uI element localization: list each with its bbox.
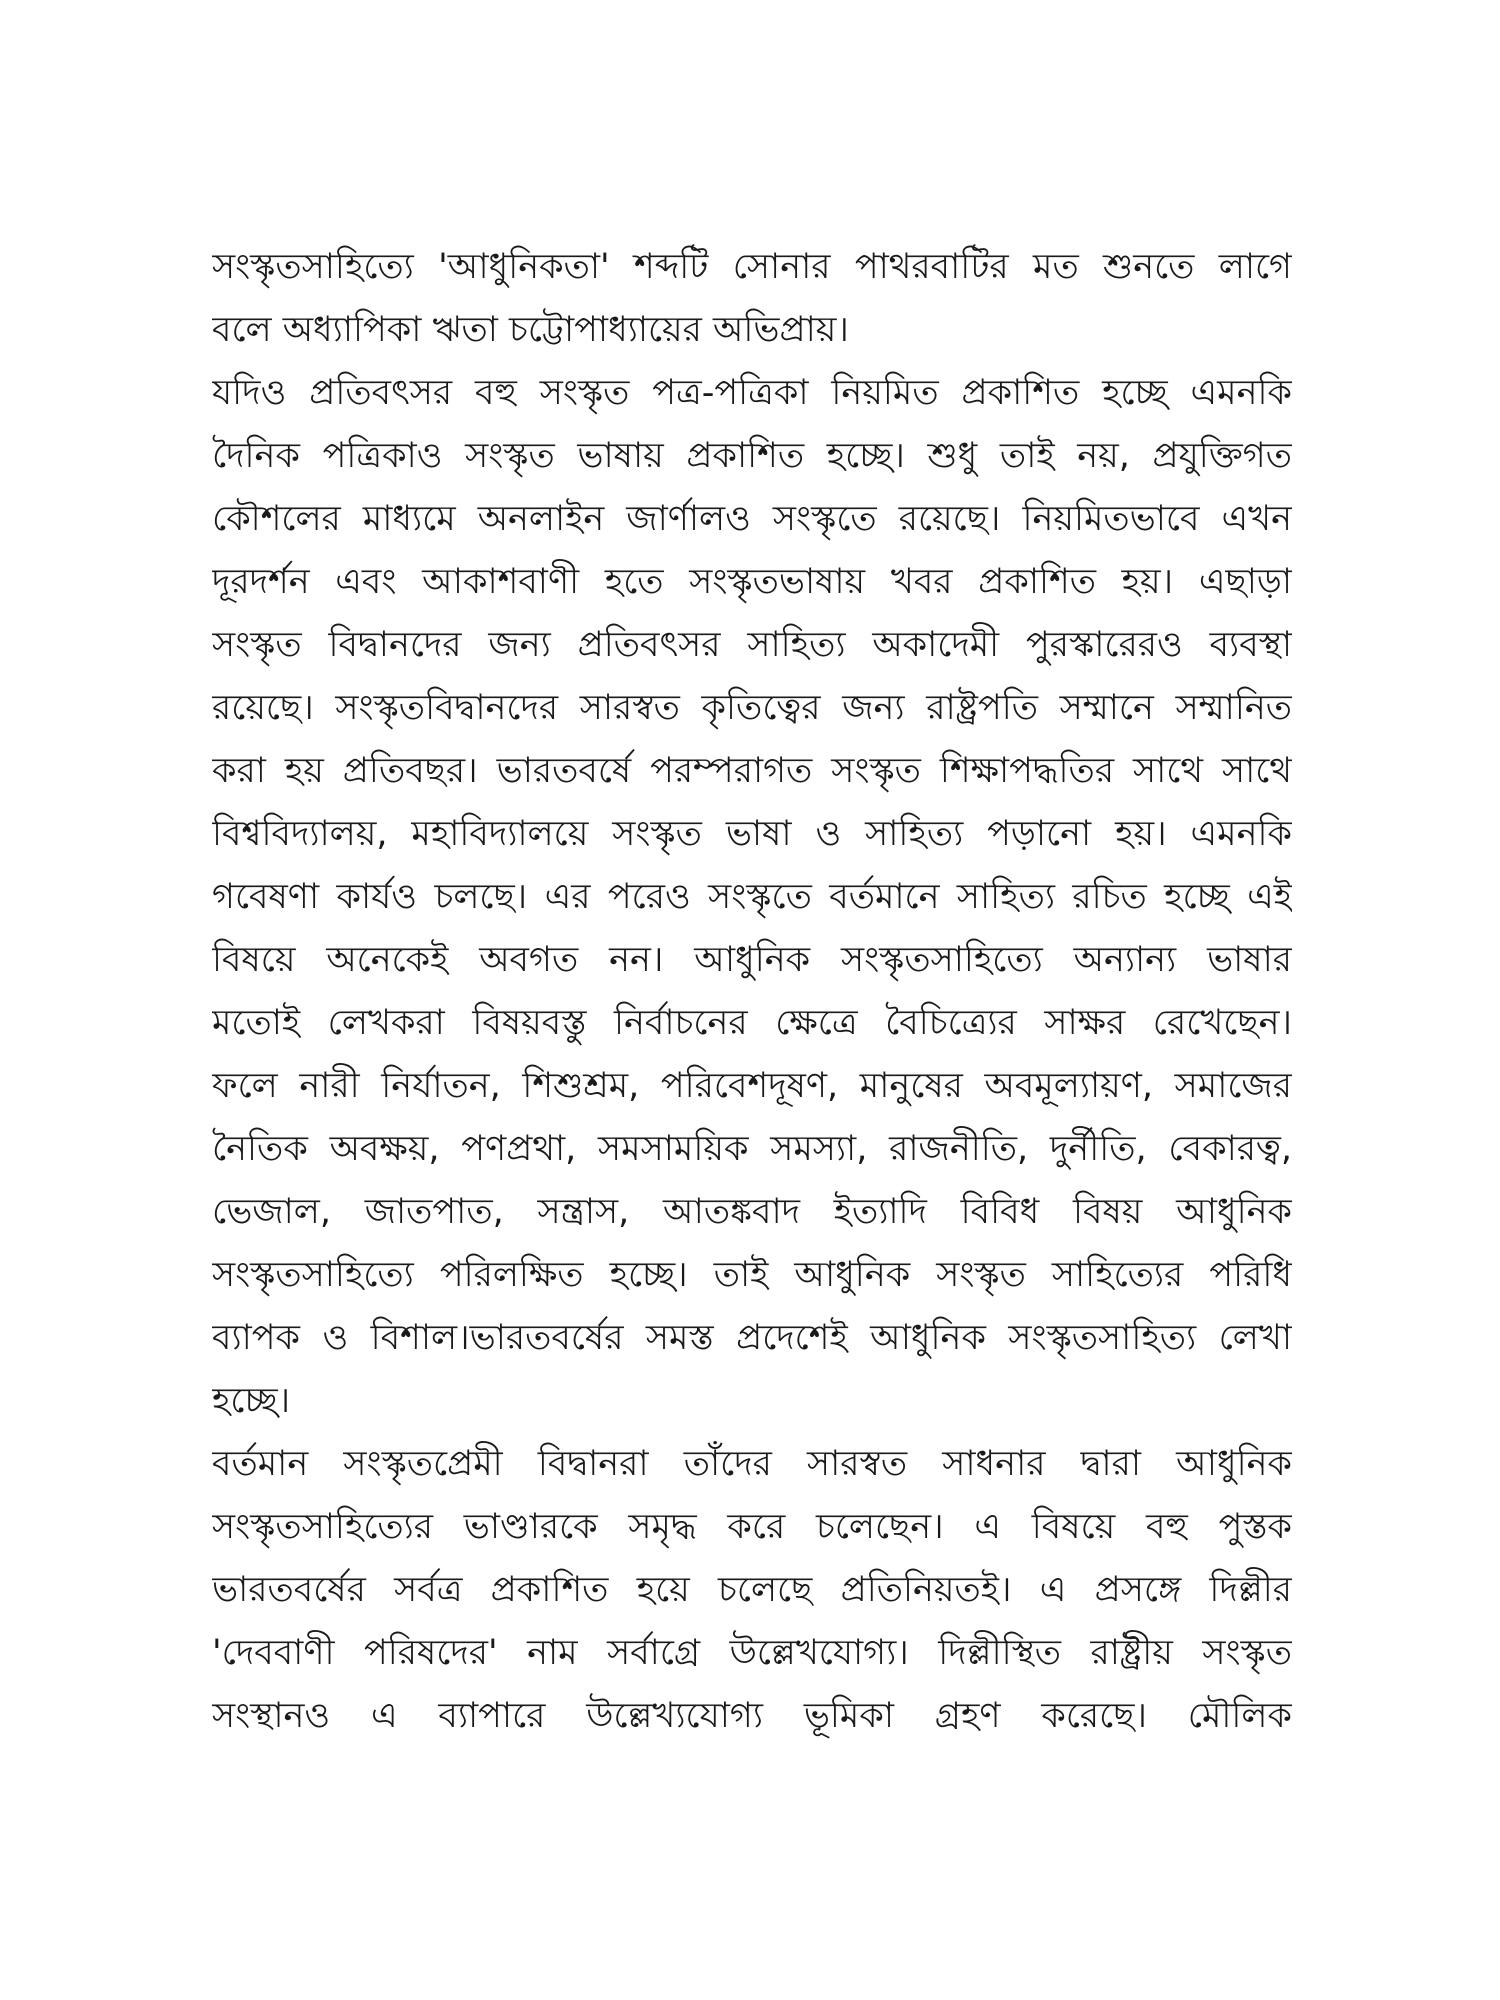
text-line: বলে অধ্যাপিকা ঋতা চট্টোপাধ্যায়ের অভিপ্রায়। (212, 310, 849, 350)
text-line: যদিও প্রতিবৎসর বহু সংস্কৃত পত্র-পত্রিকা নিয়মিত প্রকাশিত হচ্ছে এমনকি (212, 373, 1292, 413)
text-line: ভেজাল, জাতপাত, সন্ত্রাস, আতঙ্কবাদ ইত্যাদি বিবিধ বিষয় আধুনিক (212, 1192, 1292, 1232)
text-line: 'দেববাণী পরিষদের' নাম সর্বাগ্রে উল্লেখযোগ্য। দিল্লীস্থিত রাষ্ট্রীয় সংস্কৃত (212, 1633, 1292, 1673)
text-line: বিষয়ে অনেকেই অবগত নন। আধুনিক সংস্কৃতসাহিত্যে অন্যান্য ভাষার (212, 940, 1292, 980)
text-line: গবেষণা কার্যও চলছে। এর পরেও সংস্কৃতে বর্তমানে সাহিত্য রচিত হচ্ছে এই (212, 877, 1292, 917)
text-line: ব্যাপক ও বিশাল।ভারতবর্ষের সমস্ত প্রদেশেই আধুনিক সংস্কৃতসাহিত্য লেখা (212, 1318, 1292, 1358)
text-line: বর্তমান সংস্কৃতপ্রেমী বিদ্বানরা তাঁদের সারস্বত সাধনার দ্বারা আধুনিক (212, 1444, 1292, 1484)
text-line: দৈনিক পত্রিকাও সংস্কৃত ভাষায় প্রকাশিত হচ্ছে। শুধু তাই নয়, প্রযুক্তিগত (212, 436, 1292, 476)
text-line: ফলে নারী নির্যাতন, শিশুশ্রম, পরিবেশদূষণ, মানুষের অবমূল্যায়ণ, সমাজের (212, 1066, 1292, 1106)
text-line: কৌশলের মাধ্যমে অনলাইন জার্ণালও সংস্কৃতে রয়েছে। নিয়মিতভাবে এখন (212, 499, 1292, 539)
text-line: সংস্থানও এ ব্যাপারে উল্লেখ্যযোগ্য ভূমিকা গ্রহণ করেছে। মৌলিক (212, 1696, 1292, 1736)
text-line: সংস্কৃতসাহিত্যে পরিলক্ষিত হচ্ছে। তাই আধুনিক সংস্কৃত সাহিত্যের পরিধি (212, 1255, 1292, 1295)
text-line: করা হয় প্রতিবছর। ভারতবর্ষে পরম্পরাগত সংস্কৃত শিক্ষাপদ্ধতির সাথে সাথে (212, 751, 1292, 791)
text-line: রয়েছে। সংস্কৃতবিদ্বানদের সারস্বত কৃতিত্বের জন্য রাষ্ট্রপতি সম্মানে সম্মানিত (212, 688, 1292, 728)
text-line: ভারতবর্ষের সর্বত্র প্রকাশিত হয়ে চলেছে প্রতিনিয়তই। এ প্রসঙ্গে দিল্লীর (212, 1570, 1292, 1610)
text-line: সংস্কৃতসাহিত্যের ভাণ্ডারকে সমৃদ্ধ করে চলেছেন। এ বিষয়ে বহু পুস্তক (212, 1507, 1292, 1547)
text-line: সংস্কৃত বিদ্বানদের জন্য প্রতিবৎসর সাহিত্য অকাদেমী পুরস্কারেরও ব্যবস্থা (212, 625, 1292, 665)
text-line: হচ্ছে। (212, 1381, 291, 1421)
text-line: দূরদর্শন এবং আকাশবাণী হতে সংস্কৃতভাষায় খবর প্রকাশিত হয়। এছাড়া (212, 562, 1292, 602)
text-line: বিশ্ববিদ্যালয়, মহাবিদ্যালয়ে সংস্কৃত ভাষা ও সাহিত্য পড়ানো হয়। এমনকি (212, 814, 1292, 854)
text-line: মতোই লেখকরা বিষয়বস্তু নির্বাচনের ক্ষেত্রে বৈচিত্র্যের সাক্ষর রেখেছেন। (212, 1003, 1292, 1043)
text-line: সংস্কৃতসাহিত্যে 'আধুনিকতা' শব্দটি সোনার পাথরবাটির মত শুনতে লাগে (212, 247, 1292, 287)
body-text (212, 236, 1292, 1748)
text-line: নৈতিক অবক্ষয়, পণপ্রথা, সমসাময়িক সমস্যা, রাজনীতি, দুর্নীতি, বেকারত্ব, (212, 1129, 1292, 1169)
